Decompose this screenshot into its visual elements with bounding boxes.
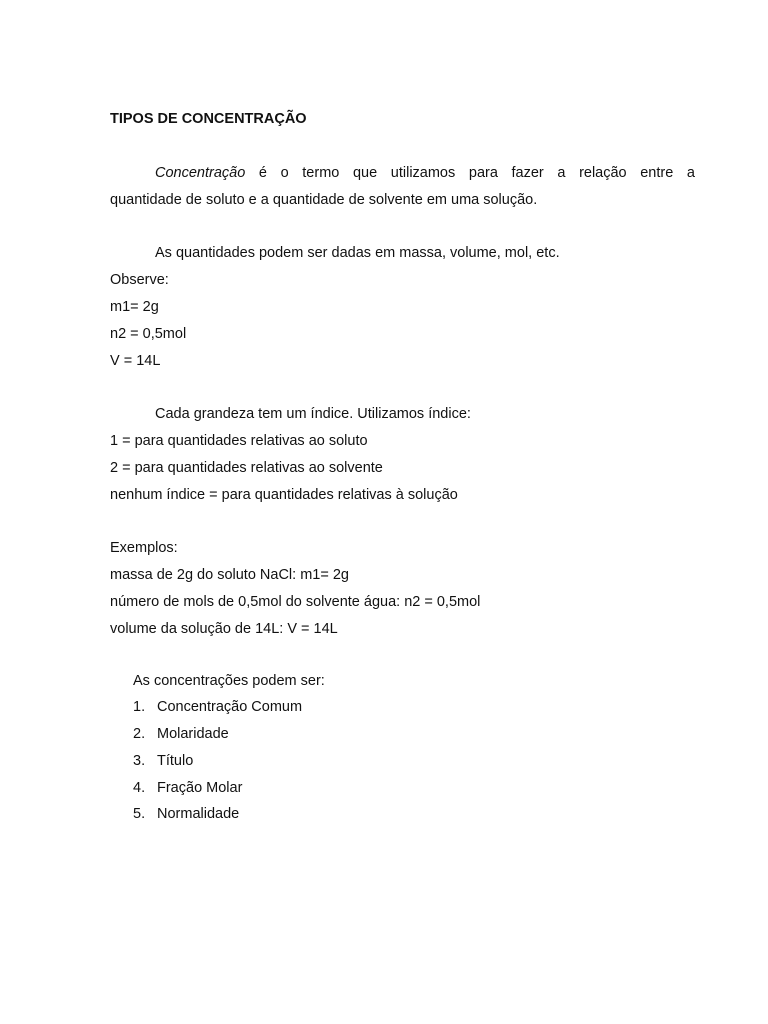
intro-line-1-rest: é o termo que utilizamos para fazer a relação entre a [258, 165, 695, 181]
types-list-item [133, 698, 302, 716]
examples-label: Exemplos: [110, 540, 178, 556]
observe-label: Observe: [110, 272, 169, 288]
list-text: Fração Molar [157, 780, 243, 796]
document-title: TIPOS DE CONCENTRAÇÃO [110, 111, 307, 127]
example-item: volume da solução de 14L: V = 14L [110, 621, 338, 637]
list-number: 1. [133, 699, 146, 715]
types-intro: As concentrações podem ser: [133, 673, 325, 689]
observe-item: V = 14L [110, 353, 161, 369]
list-text: Título [157, 753, 194, 769]
index-item: 1 = para quantidades relativas ao soluto [110, 433, 368, 449]
list-text: Concentração Comum [157, 699, 303, 715]
example-item: massa de 2g do soluto NaCl: m1= 2g [110, 567, 349, 583]
quantities-paragraph: As quantidades podem ser dadas em massa, volume, mol, etc. [155, 245, 560, 261]
index-item: nenhum índice = para quantidades relativas à solução [110, 487, 458, 503]
list-text: Normalidade [157, 806, 240, 822]
example-item: número de mols de 0,5mol do solvente água: n2 = 0,5mol [110, 594, 481, 610]
observe-item: n2 = 0,5mol [110, 326, 187, 342]
list-number: 2. [133, 726, 146, 742]
index-item: 2 = para quantidades relativas ao solvente [110, 460, 383, 476]
types-list-item [133, 805, 239, 823]
intro-line-1 [110, 164, 695, 182]
list-number: 3. [133, 753, 146, 769]
list-number: 4. [133, 780, 146, 796]
types-list-item [133, 725, 229, 743]
list-number: 5. [133, 806, 146, 822]
index-paragraph: Cada grandeza tem um índice. Utilizamos índice: [155, 406, 471, 422]
intro-term: Concentração [155, 165, 246, 181]
observe-item: m1= 2g [110, 299, 159, 315]
types-list-item [133, 752, 193, 770]
types-list-item [133, 779, 242, 797]
list-text: Molaridade [157, 726, 229, 742]
intro-line-2: quantidade de soluto e a quantidade de solvente em uma solução. [110, 192, 538, 208]
